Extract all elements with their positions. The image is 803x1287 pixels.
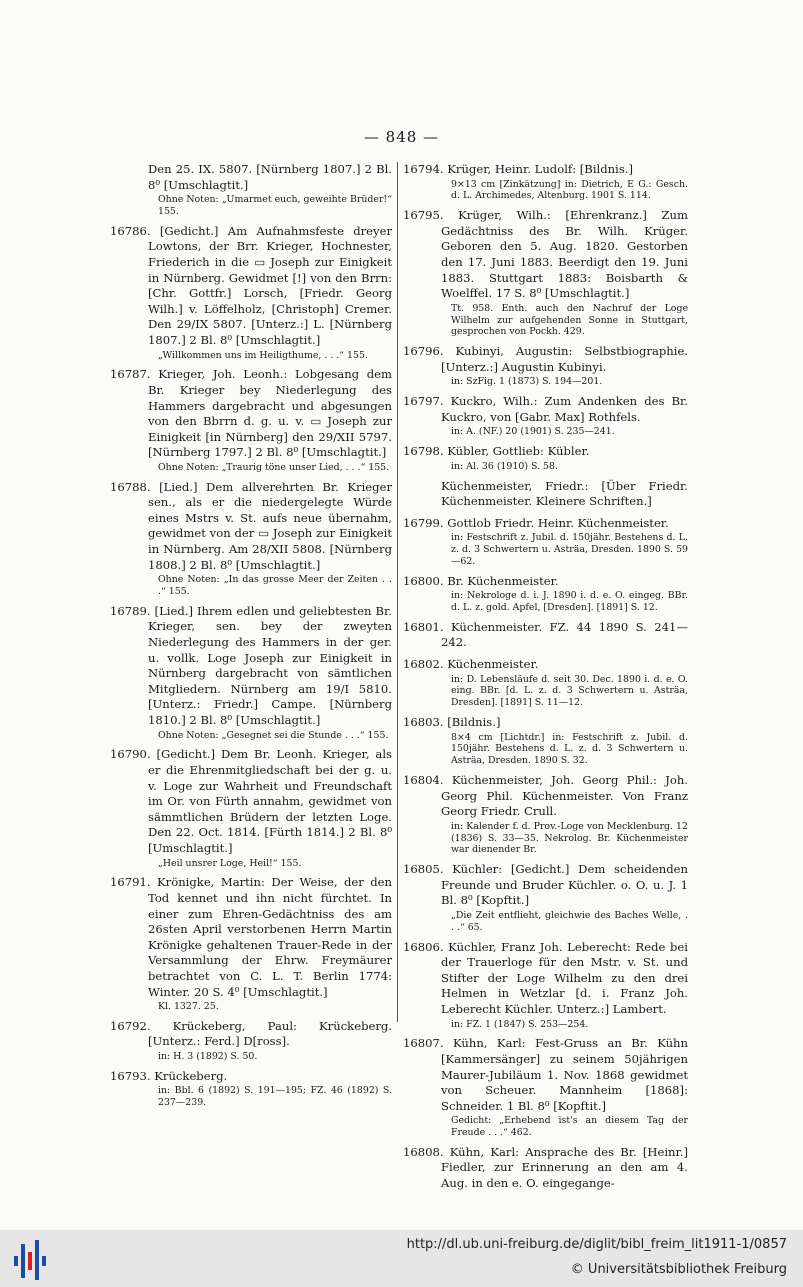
catalog-entry <box>403 516 688 568</box>
entry-text: 16804. Küchenmeister, Joh. Georg Phil.: Joh. Georg Phil. Küchenmeister. Von Franz Georg Friedr. Crull. <box>403 773 688 819</box>
entry-note: in: Bbl. 6 (1892) S. 191—195; FZ. 46 (1892) S. 237—239. <box>158 1085 392 1109</box>
entry-note: in: FZ. 1 (1847) S. 253—254. <box>451 1018 589 1030</box>
catalog-entry <box>110 1019 392 1063</box>
entry-text: 16805. Küchler: [Gedicht.] Dem scheidenden Freunde und Bruder Küchler. o. O. u. J. 1 Bl. 8⁰ [Kopftit.] <box>403 862 688 908</box>
catalog-entry <box>403 940 688 1031</box>
entry-note: Ohne Noten: „Traurig töne unser Lied, . . .“ 155. <box>158 461 390 473</box>
catalog-entry <box>403 479 688 510</box>
catalog-entry <box>110 1069 392 1109</box>
entry-note: 8×4 cm [Lichtdr.] in: Festschrift z. Jubil. d. 150jähr. Bestehens d. L. z. d. 3 Schwertern u. Asträa, Dresden. 1890 S. 32. <box>451 731 688 767</box>
entry-text: 16787. Krieger, Joh. Leonh.: Lobgesang dem Br. Krieger bey Niederlegung des Hammers dargebracht und abgesungen von den Bbrrn d. g. u. v. ▭ Joseph zur Einigkeit [in Nürnberg] den 29/XII 5797. [Nürnberg 1797.] 2 Bl. 8⁰ [Umschlagtit.] <box>110 367 392 460</box>
entry-note: Tt. 958. Enth. auch den Nachruf der Loge Wilhelm zur aufgehenden Sonne in Stuttgart, gesprochen von Pockh. 429. <box>451 302 688 338</box>
entry-text: Den 25. IX. 5807. [Nürnberg 1807.] 2 Bl. 8⁰ [Umschlagtit.] <box>148 162 392 192</box>
catalog-entry <box>403 862 688 933</box>
catalog-entry <box>403 444 688 472</box>
catalog-entry <box>403 620 688 651</box>
entry-text: 16791. Krönigke, Martin: Der Weise, der den Tod kennet und ihn nicht fürchtet. In einer zum Ehren-Gedächtniss des am 26sten April verstorbenen Herrn Martin Krönigke gehaltenen Trauer-Rede in der Versammlung der Ehrw. Freymäurer betrachtet von C. L. T. Berlin 1774: Winter. 20 S. 4⁰ [Umschlagtit.] <box>110 875 392 999</box>
entry-note: Ohne Noten: „Gesegnet sei die Stunde . . .“ 155. <box>158 729 389 741</box>
entry-text: 16802. Küchenmeister. <box>403 657 539 672</box>
entry-text: 16808. Kühn, Karl: Ansprache des Br. [Heinr.] Fiedler, zur Erinnerung an den am 4. Aug. in den e. O. eingegange- <box>403 1144 688 1191</box>
entry-note: in: Nekrologe d. i. J. 1890 i. d. e. O. eingeg. BBr. d. L. z. gold. Apfel, [Dresden]. [1891] S. 12. <box>451 590 688 614</box>
entry-text: 16797. Kuckro, Wilh.: Zum Andenken des Br. Kuckro, von [Gabr. Max] Rothfels. <box>403 394 688 424</box>
entry-text: 16794. Krüger, Heinr. Ludolf: [Bildnis.] <box>403 162 633 176</box>
catalog-entry <box>110 367 392 473</box>
catalog-entry <box>110 162 392 218</box>
entry-text: 16807. Kühn, Karl: Fest-Gruss an Br. Kühn [Kammersänger] zu seinem 50jährigen Maurer-Jubiläum 1. Nov. 1868 gewidmet von Scheuer. Mannheim [1868]: Schneider. 1 Bl. 8⁰ [Kopftit.] <box>403 1036 688 1113</box>
entry-note: in: SzFig. 1 (1873) S. 194—201. <box>451 376 603 388</box>
entry-note: „Heil unsrer Loge, Heil!“ 155. <box>158 857 302 869</box>
catalog-entry <box>110 604 392 742</box>
entry-text: 16790. [Gedicht.] Dem Br. Leonh. Krieger, als er die Ehrenmitgliedschaft bei der g. u. v. Loge zur Wahrheit und Freundschaft im Or. von Fürth annahm, gewidmet von sämmtlichen Brüdern der letzten Loge. Den 22. Oct. 1814. [Fürth 1814.] 2 Bl. 8⁰ [Umschlagtit.] <box>110 747 392 855</box>
entry-text: Küchenmeister, Friedr.: [Über Friedr. Küchenmeister. Kleinere Schriften.] <box>441 478 688 509</box>
entry-text: 16786. [Gedicht.] Am Aufnahmsfeste dreyer Lowtons, der Brr. Krieger, Hochnester, Friederich in die ▭ Joseph zur Einigkeit in Nürnberg. Gewidmet [!] von den Brrn: [Chr. Gottfr.] Lorsch, [Friedr. Georg Wilh.] v. Löffelholz, [Christoph] Cremer. Den 29/IX 5807. [Unterz.:] L. [Nürnberg 1807.] 2 Bl. 8⁰ [Umschlagtit.] <box>110 223 392 347</box>
entry-text: 16800. Br. Küchenmeister. <box>403 573 559 588</box>
footer-bar <box>0 1230 803 1287</box>
entry-text: 16806. Küchler, Franz Joh. Leberecht: Rede bei der Trauerloge für den Mstr. v. St. und Stifter der Loge Wilhelm zu den drei Helmen in Wetzlar [d. i. Franz Joh. Leberecht Küchler. Unterz.:] Lambert. <box>403 939 688 1016</box>
column-divider <box>397 162 398 1022</box>
entry-note: 9×13 cm [Zinkätzung] in: Dietrich, E G.: Gesch. d. L. Archimedes, Altenburg. 1901 S. 114. <box>451 178 688 202</box>
catalog-entry <box>403 1036 688 1139</box>
entry-note: Ohne Noten: „In das grosse Meer der Zeiten . . .“ 155. <box>158 574 392 598</box>
catalog-entry <box>403 773 688 856</box>
catalog-entry <box>110 875 392 1013</box>
entry-note: „Willkommen uns im Heiligthume, . . .“ 155. <box>158 349 368 361</box>
source-url-link[interactable]: http://dl.ub.uni-freiburg.de/diglit/bibl_freim_lit1911-1/0857 <box>406 1237 787 1252</box>
catalog-entry <box>403 162 688 202</box>
entry-text: 16795. Krüger, Wilh.: [Ehrenkranz.] Zum Gedächtniss des Br. Wilh. Krüger. Geboren den 5. Aug. 1820. Gestorben den 17. Juni 1883. Beerdigt den 19. Juni 1883. Stuttgart 1883: Boisbarth & Woelffel. 17 S. 8⁰ [Umschlagtit.] <box>403 208 688 301</box>
catalog-entry <box>403 574 688 614</box>
catalog-entry <box>110 747 392 869</box>
entry-note: in: A. (NF.) 20 (1901) S. 235—241. <box>451 426 615 438</box>
entry-text: 16801. Küchenmeister. FZ. 44 1890 S. 241—242. <box>403 619 688 650</box>
catalog-entry <box>403 208 688 338</box>
catalog-entry <box>403 344 688 388</box>
catalog-entry <box>403 657 688 709</box>
entry-note: Kl. 1327. 25. <box>158 1001 219 1013</box>
entry-text: 16798. Kübler, Gottlieb: Kübler. <box>403 444 590 459</box>
entry-note: in: Festschrift z. Jubil. d. 150jähr. Bestehens d. L. z. d. 3 Schwertern u. Asträa, Dresden. 1890 S. 59—62. <box>451 532 688 567</box>
entry-note: in: Kalender f. d. Prov.-Loge von Mecklenburg. 12 (1836) S. 33—35. Nekrolog. Br. Küchenmeister war dienender Br. <box>451 820 688 856</box>
entry-note: Ohne Noten: „Umarmet euch, geweihte Brüder!“ 155. <box>158 194 392 217</box>
entry-text: 16792. Krückeberg, Paul: Krückeberg. [Unterz.: Ferd.] D[ross]. <box>110 1018 392 1049</box>
left-column <box>110 162 392 1115</box>
entry-text: 16793. Krückeberg. <box>110 1068 228 1083</box>
entry-text: 16788. [Lied.] Dem allverehrten Br. Krieger sen., als er die niedergelegte Würde eines Mstrs v. St. aufs neue übernahm, gewidmet von der ▭ Joseph zur Einigkeit in Nürnberg. Am 28/XII 5808. [Nürnberg 1808.] 2 Bl. 8⁰ [Umschlagtit.] <box>110 479 392 572</box>
catalog-entry <box>403 1145 688 1192</box>
catalog-entry <box>403 394 688 438</box>
page-number: — 848 — <box>363 128 440 146</box>
entry-note: in: D. Lebensläufe d. seit 30. Dec. 1890 i. d. e. O. eing. BBr. [d. L. z. d. 3 Schwertern u. Asträa, Dresden]. [1891] S. 11—12. <box>451 673 688 709</box>
entry-note: „Die Zeit entflieht, gleichwie des Baches Welle, . . .“ 65. <box>451 909 688 933</box>
copyright-text: © Universitätsbibliothek Freiburg <box>570 1262 787 1277</box>
entry-text: 16796. Kubinyi, Augustin: Selbstbiographie. [Unterz.:] Augustin Kubinyi. <box>403 344 688 374</box>
entry-note: in: Al. 36 (1910) S. 58. <box>451 460 558 472</box>
entry-note: in: H. 3 (1892) S. 50. <box>158 1051 258 1063</box>
ub-freiburg-logo-icon[interactable] <box>8 1238 48 1278</box>
catalog-entry <box>403 715 688 767</box>
entry-text: 16799. Gottlob Friedr. Heinr. Küchenmeister. <box>403 515 669 530</box>
entry-text: 16789. [Lied.] Ihrem edlen und geliebtesten Br. Krieger, sen. bey der zweyten Niederlegung des Hammers in der ger. u. vollk. Loge Joseph zur Einigkeit in Nürnberg dargebracht von sämtlichen Mitgliedern. Nürnberg am 19/I 5810. [Unterz.: Friedr.] Campe. [Nürnberg 1810.] 2 Bl. 8⁰ [Umschlagtit.] <box>110 603 392 727</box>
entry-note: Gedicht: „Erhebend ist's an diesem Tag der Freude . . .“ 462. <box>451 1115 688 1139</box>
catalog-entry <box>110 480 392 598</box>
entry-text: 16803. [Bildnis.] <box>403 715 501 730</box>
right-column <box>403 162 688 1198</box>
catalog-entry <box>110 224 392 362</box>
